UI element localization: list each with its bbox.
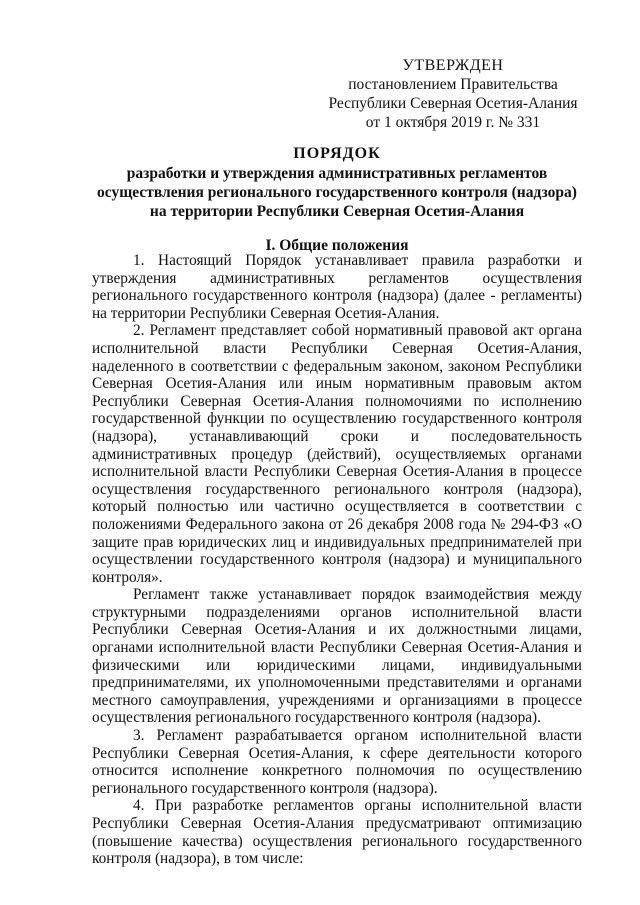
document-title-block xyxy=(92,144,582,221)
document-title: ПОРЯДОК xyxy=(293,145,381,162)
paragraph-4: 3. Регламент разрабатывается органом исполнительной власти Республики Северная Осетия-Алания, к сфере деятельности которого относится исполнение конкретного полномочия по осуществлению регионального государственного контроля (надзора). xyxy=(92,727,582,797)
section-heading: I. Общие положения xyxy=(265,237,409,254)
approval-stamp-block xyxy=(323,56,583,132)
document-subtitle-line-1: разработки и утверждения административных регламентов xyxy=(126,165,548,182)
approval-line-1: постановлением Правительства xyxy=(348,76,558,93)
approval-line-2: Республики Северная Осетия-Алания xyxy=(328,95,578,112)
document-body xyxy=(92,252,582,868)
document-subtitle-line-3: на территории Республики Северная Осетия-Алания xyxy=(149,203,525,220)
paragraph-2: 2. Регламент представляет собой нормативный правовой акт органа исполнительной власти Республики Северная Осетия-Алания, наделенного в соответствии с федеральным законом, законом Республики Северная Осетия-Алания или иным нормативным правовым актом Республики Северная Осетия-Алания полномочиями по исполнению государственной функции по осуществлению государственного контроля (надзора), устанавливающий сроки и последовательность административных процедур (действий), осуществляемых органами исполнительной власти Республики Северная Осетия-Алания в процессе осуществления государственного регионального контроля (надзора), который полностью или частично осуществляется в соответствии с положениями Федерального закона от 26 декабря 2008 года № 294-ФЗ «О защите прав юридических лиц и индивидуальных предпринимателей при осуществлении государственного контроля (надзора) и муниципального контроля». xyxy=(92,322,582,586)
paragraph-5: 4. При разработке регламентов органы исполнительной власти Республики Северная Осетия-Алания предусматривают оптимизацию (повышение качества) осуществления регионального государственного контроля (надзора), в том числе: xyxy=(92,797,582,868)
approval-line-3: от 1 октября 2019 г. № 331 xyxy=(365,114,541,131)
paragraph-3: Регламент также устанавливает порядок взаимодействия между структурными подразделениями органов исполнительной власти Республики Северная Осетия-Алания и их должностными лицами, органами исполнительной власти Республики Северная Осетия-Алания и физическими или юридическими лицами, индивидуальными предпринимателями, их уполномоченными представителями и органами местного самоуправления, учреждениями и организациями в процессе осуществления регионального государственного контроля (надзора). xyxy=(92,586,582,727)
paragraph-1: 1. Настоящий Порядок устанавливает правила разработки и утверждения административных регламентов осуществления регионального государственного контроля (надзора) (далее - регламенты) на территории Республики Северная Осетия-Алания. xyxy=(92,252,582,322)
approved-label: УТВЕРЖДЕН xyxy=(402,57,504,74)
document-subtitle-line-2: осуществления регионального государственного контроля (надзора) xyxy=(97,184,577,201)
